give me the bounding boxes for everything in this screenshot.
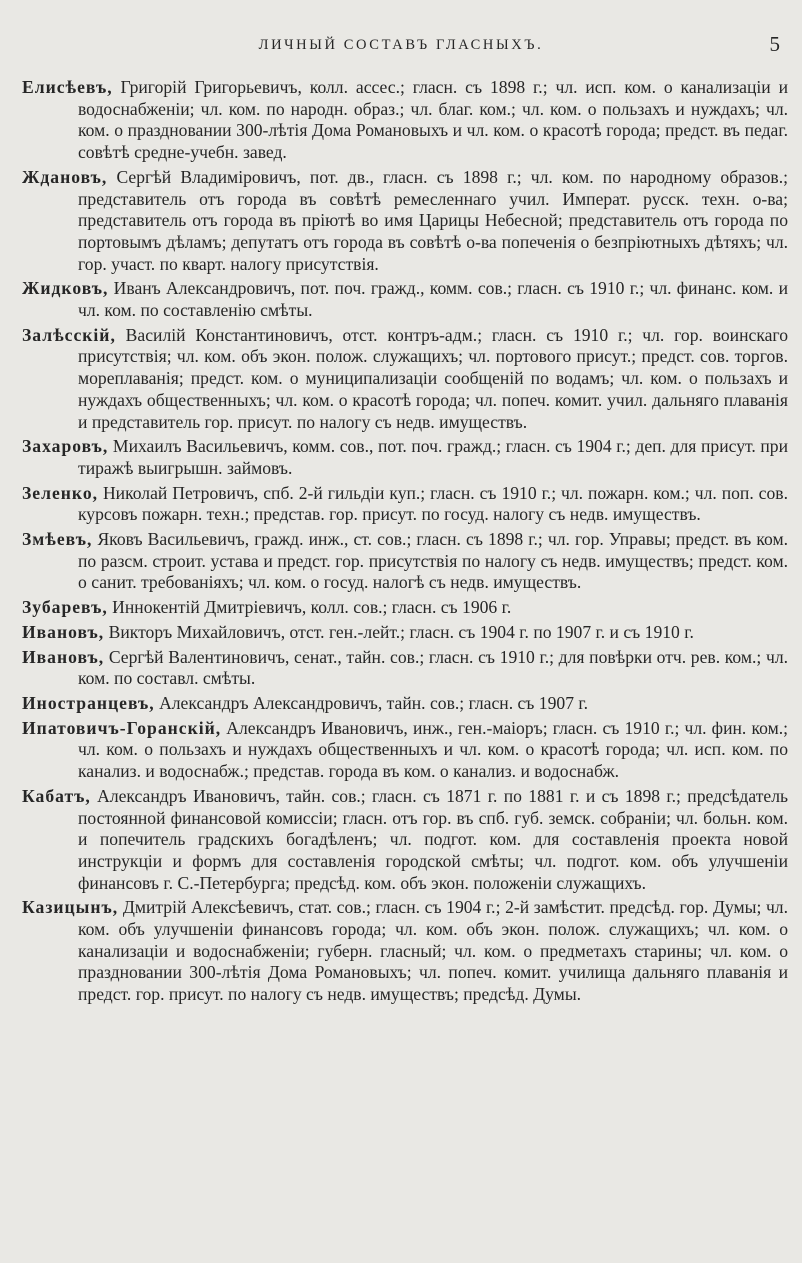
entry-text: Александръ Ивановичъ, тайн. сов.; гласн. съ 1871 г. по 1881 г. и съ 1898 г.; предсѣдатель постоянной финансовой комиссіи; гласн. отъ гор. въ спб. губ. земск. собраніи; чл. больн. ком. и попечитель градскихъ богадѣленъ; чл. подгот. ком. для составленія проекта новой инструкціи и формъ для составленія городской смѣты; чл. подгот. ком. объ улучшеніи финансовъ г. С.-Петербурга; предсѣд. ком. объ экон. положеніи служащихъ. bbox=[78, 785, 788, 893]
list-item bbox=[22, 483, 788, 526]
page-header bbox=[0, 32, 802, 60]
list-item bbox=[22, 597, 788, 619]
entry-text: Григорій Григорьевичъ, колл. ассес.; гласн. съ 1898 г.; чл. исп. ком. о канализаціи и водоснабженіи; чл. ком. по народн. образ.; чл. благ. ком.; чл. ком. о пользахъ и нуждахъ; чл. ком. о праздновании 300-лѣтія Дома Романовыхъ и чл. ком. о красотѣ города; предст. въ педаг. совѣтѣ средне-учебн. завед. bbox=[78, 77, 788, 163]
entry-surname: Зубаревъ, bbox=[22, 597, 108, 618]
entry-surname: Ивановъ, bbox=[22, 646, 105, 667]
entry-list bbox=[22, 77, 788, 1009]
entry-text: Сергѣй Владиміровичъ, пот. дв., гласн. съ 1898 г.; чл. ком. по народному образов.; представитель отъ города въ совѣтѣ ремесленнаго учил. Императ. русск. техн. о-ва; представитель отъ города въ пріютѣ во имя Царицы Небесной; представитель отъ города по портовымъ дѣламъ; депутатъ отъ города въ совѣтѣ о-ва попеченія о безпріютныхъ дѣтяхъ; чл. гор. участ. по кварт. налогу присутствія. bbox=[78, 166, 788, 274]
entry-text: Василій Константиновичъ, отст. контръ-адм.; гласн. съ 1910 г.; чл. гор. воинскаго присутствія; чл. ком. объ экон. полож. служащихъ; чл. портового присут.; предст. сов. торгов. мореплаванія; предст. ком. о муниципализаціи сообщеній по водамъ; чл. ком. о пользахъ и нуждахъ общественныхъ; чл. ком. о красотѣ города; чл. попеч. комит. учил. дальняго плаванія и представитель гор. присут. по налогу съ недв. имуществъ. bbox=[78, 324, 788, 432]
entry-text: Яковъ Васильевичъ, гражд. инж., ст. сов.; гласн. съ 1898 г.; чл. гор. Управы; предст. въ ком. по разсм. строит. устава и предст. гор. присутствія по налогу съ недв. имуществъ; предст. ком. о санит. требованіяхъ; чл. ком. о госуд. налогѣ съ недв. имуществъ. bbox=[78, 529, 788, 593]
list-item bbox=[22, 325, 788, 434]
entry-surname: Ивановъ, bbox=[22, 621, 105, 642]
entry-surname: Иностранцевъ, bbox=[22, 692, 155, 713]
list-item bbox=[22, 693, 788, 715]
entry-surname: Казицынъ, bbox=[22, 897, 119, 918]
entry-text: Викторъ Михайловичъ, отст. ген.-лейт.; гласн. съ 1904 г. по 1907 г. и съ 1910 г. bbox=[104, 621, 694, 642]
list-item bbox=[22, 167, 788, 276]
list-item bbox=[22, 622, 788, 644]
entry-surname: Захаровъ, bbox=[22, 436, 109, 457]
list-item bbox=[22, 278, 788, 321]
entry-text: Сергѣй Валентиновичъ, сенат., тайн. сов.; гласн. съ 1910 г.; для повѣрки отч. рев. ком.; чл. ком. по составл. смѣты. bbox=[78, 646, 788, 689]
list-item bbox=[22, 77, 788, 164]
list-item bbox=[22, 529, 788, 594]
entry-surname: Ипатовичъ-Горанскій, bbox=[22, 717, 222, 738]
entry-surname: Зеленко, bbox=[22, 482, 99, 503]
list-item bbox=[22, 718, 788, 783]
entry-text: Михаилъ Васильевичъ, комм. сов., пот. поч. гражд.; гласн. съ 1904 г.; деп. для присут. при тиражѣ выигрышн. займовъ. bbox=[78, 436, 788, 478]
page-number: 5 bbox=[769, 32, 780, 56]
entry-text: Александръ Александровичъ, тайн. сов.; гласн. съ 1907 г. bbox=[154, 692, 589, 713]
list-item bbox=[22, 786, 788, 895]
entry-text: Иннокентій Дмитріевичъ, колл. сов.; гласн. съ 1906 г. bbox=[107, 597, 512, 618]
running-title: ЛИЧНЫЙ СОСТАВЪ ГЛАСНЫХЪ. bbox=[258, 37, 544, 53]
entry-text: Иванъ Александровичъ, пот. поч. гражд., комм. сов.; гласн. съ 1910 г.; чл. финанс. ком. и чл. ком. по составленію смѣты. bbox=[78, 278, 788, 321]
entry-surname: Ждановъ, bbox=[22, 166, 108, 187]
entry-surname: Жидковъ, bbox=[22, 278, 109, 299]
entry-text: Александръ Ивановичъ, инж., ген.-маіоръ; гласн. съ 1910 г.; чл. фин. ком.; чл. ком. о пользахъ и нуждахъ общественныхъ и чл. ком. о красотѣ города; чл. исп. ком. по канализ. и водоснабж.; представ. города въ ком. о канализ. и водоснабж. bbox=[78, 717, 788, 782]
entry-text: Николай Петровичъ, спб. 2-й гильдіи куп.; гласн. съ 1910 г.; чл. пожарн. ком.; чл. поп. сов. курсовъ пожарн. техн.; представ. гор. присут. по госуд. налогу съ недв. имуществъ. bbox=[78, 482, 788, 525]
entry-surname: Елисѣевъ, bbox=[22, 77, 113, 97]
entry-surname: Кабатъ, bbox=[22, 785, 91, 806]
list-item bbox=[22, 436, 788, 479]
entry-surname: Залѣсскій, bbox=[22, 324, 116, 345]
entry-surname: Змѣевъ, bbox=[22, 529, 93, 550]
entry-text: Дмитрій Алексѣевичъ, стат. сов.; гласн. съ 1904 г.; 2-й замѣстит. предсѣд. гор. Думы; чл. ком. объ улучшеніи финансовъ города; чл. ком. объ экон. полож. служащихъ; чл. ком. о канализаціи и водоснабженіи; губерн. гласный; чл. ком. о предметахъ старины; чл. ком. о праздновании 300-лѣтія Дома Романовыхъ; чл. попеч. комит. училища дальняго плаванія и предст. гор. присут. по налогу съ недв. имуществъ; предсѣд. Думы. bbox=[78, 897, 788, 1005]
list-item bbox=[22, 897, 788, 1006]
list-item bbox=[22, 647, 788, 690]
